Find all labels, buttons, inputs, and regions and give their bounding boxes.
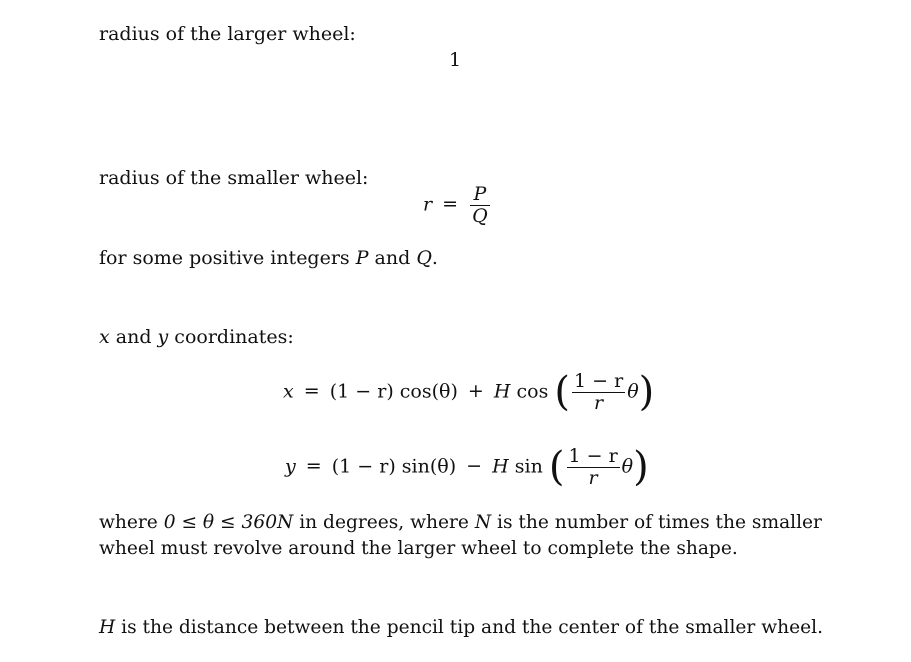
- integers-note: [99, 245, 438, 271]
- integers-note-text: for some positive integers: [99, 247, 356, 269]
- integers-note-period: .: [431, 247, 438, 269]
- smaller-wheel-equation: [423, 184, 492, 227]
- range-note-math: 0 ≤ θ ≤ 360N: [163, 512, 294, 533]
- y-eq-frac-num: 1 − r: [568, 445, 618, 467]
- integers-note-q: Q: [416, 247, 432, 269]
- h-definition-text: is the distance between the pencil tip and the center of the smaller wheel.: [115, 617, 823, 638]
- x-equation: [283, 371, 654, 414]
- x-eq-theta: θ: [627, 380, 639, 403]
- p-over-q-fraction: [470, 184, 490, 227]
- fraction-numerator: P: [470, 184, 490, 206]
- y-eq-theta: θ: [621, 455, 634, 478]
- range-note-prefix: where: [99, 512, 164, 533]
- h-definition: [99, 615, 823, 641]
- coordinates-label: [99, 324, 294, 350]
- y-eq-right-paren: ): [633, 444, 649, 491]
- larger-wheel-label: radius of the larger wheel:: [99, 23, 356, 45]
- coordinates-label-x: x: [99, 326, 110, 348]
- x-eq-plus: +: [467, 380, 484, 403]
- range-note-mid: in degrees, where: [293, 512, 475, 533]
- range-note-suffix: is the number of times the smaller: [491, 512, 822, 533]
- coordinates-label-and: and: [109, 326, 158, 348]
- x-eq-left-paren: (: [554, 369, 571, 416]
- x-eq-func: cos: [516, 380, 549, 403]
- y-eq-fraction: [567, 446, 620, 489]
- coordinates-label-rest: coordinates:: [168, 326, 294, 348]
- integers-note-and: and: [368, 247, 417, 269]
- range-note-n: N: [474, 512, 492, 533]
- x-eq-lhs: x: [283, 380, 294, 403]
- integers-note-p: P: [355, 247, 369, 269]
- y-eq-frac-den: r: [588, 466, 598, 489]
- equals-sign: =: [442, 193, 459, 216]
- range-note-line1: [99, 510, 822, 536]
- x-eq-equals: =: [303, 380, 320, 403]
- coordinates-label-y: y: [157, 326, 169, 348]
- x-eq-frac-den: r: [594, 391, 604, 414]
- x-eq-fraction: [572, 371, 625, 414]
- y-eq-left-paren: (: [548, 444, 565, 491]
- y-eq-minus: −: [466, 455, 483, 478]
- range-note-line2: wheel must revolve around the larger wheel to complete the shape.: [99, 538, 738, 559]
- x-eq-term1: (1 − r) cos(θ): [329, 380, 458, 403]
- smaller-wheel-label: radius of the smaller wheel:: [99, 167, 369, 189]
- y-eq-h: H: [492, 455, 509, 478]
- x-eq-right-paren: ): [638, 369, 655, 416]
- y-equation: [285, 446, 649, 489]
- x-eq-h: H: [493, 380, 511, 403]
- r-symbol: r: [423, 193, 433, 216]
- larger-wheel-radius: 1: [449, 49, 462, 71]
- y-eq-term1: (1 − r) sin(θ): [331, 455, 457, 478]
- fraction-denominator: Q: [472, 204, 488, 227]
- y-eq-equals: =: [305, 455, 322, 478]
- y-eq-lhs: y: [285, 455, 296, 478]
- x-eq-frac-num: 1 − r: [574, 370, 624, 392]
- h-definition-symbol: H: [99, 617, 116, 638]
- y-eq-func: sin: [514, 455, 543, 478]
